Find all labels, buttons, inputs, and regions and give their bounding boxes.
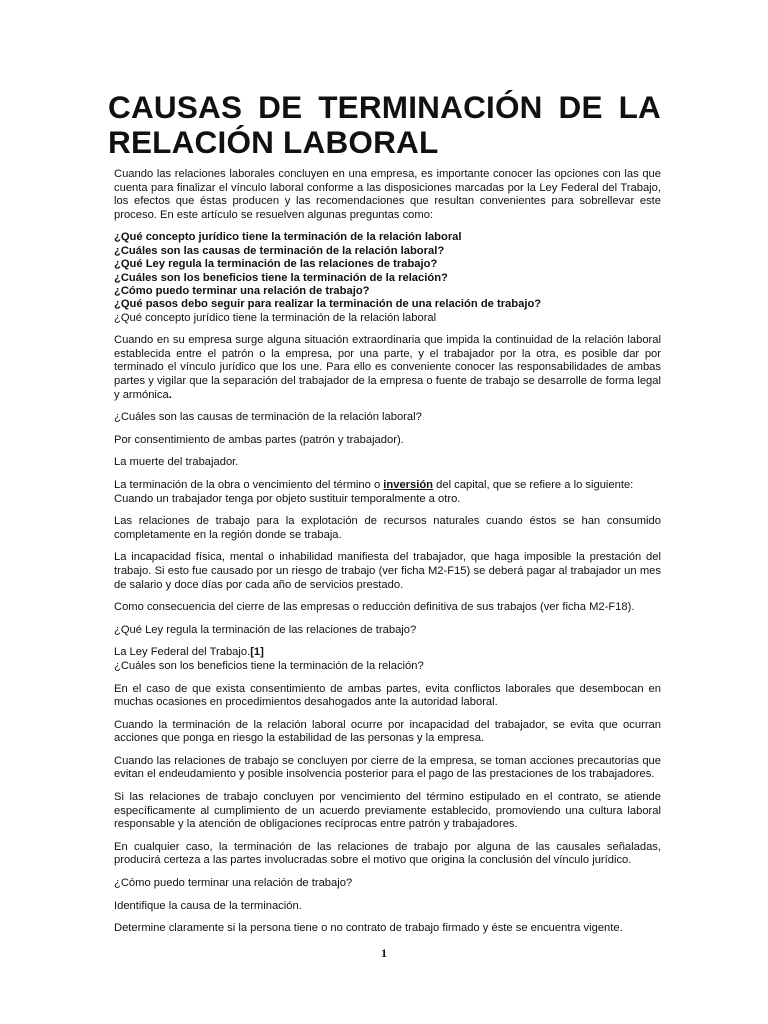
cause-closure: Como consecuencia del cierre de las empresas o reducción definitiva de sus trabajos (ver ficha M2-F18).: [114, 601, 635, 614]
law-answer: [114, 646, 661, 660]
cause-term-text: La terminación de la obra o vencimiento del término o: [114, 478, 384, 491]
page-number: 1: [381, 946, 387, 960]
inversion-link[interactable]: inversión: [383, 478, 434, 491]
section-heading-causes: ¿Cuáles son las causas de terminación de la relación laboral?: [114, 411, 422, 424]
intro-paragraph: Cuando las relaciones laborales concluyen en una empresa, es importante conocer las opciones con las que cuenta para finalizar el vínculo laboral conforme a las disposiciones marcadas por la Ley Federal del Trabajo, los efectos que éstas producen y las recomendaciones que resultan convenientes para sobrellevar este proceso. En este artículo se resuelven algunas preguntas como:: [114, 168, 661, 221]
cause-consent: Por consentimiento de ambas partes (patrón y trabajador).: [114, 433, 404, 446]
benefit-closure: Cuando las relaciones de trabajo se concluyen por cierre de la empresa, se toman acciones precautorias que evitan el endeudamiento y posible insolvencia posterior para el pago de las prestaciones de los trabajadores.: [114, 754, 661, 781]
question-item: ¿Qué Ley regula la terminación de las relaciones de trabajo?: [114, 258, 438, 271]
cause-term-end: [114, 479, 661, 506]
document-title: CAUSAS DE TERMINACIÓN DE LA RELACIÓN LABORAL: [108, 89, 661, 160]
cause-resources: Las relaciones de trabajo para la explotación de recursos naturales cuando éstos se han consumido completamente en la región donde se trabaja.: [114, 515, 661, 541]
question-item: ¿Cuáles son las causas de terminación de la relación laboral?: [114, 244, 445, 257]
concept-text: Cuando en su empresa surge alguna situación extraordinaria que impida la continuidad de la relación laboral establecida entre el patrón o la empresa, por una parte, y el trabajador por la otra, es posible dar por terminado el vínculo jurídico que los une. Para ello es conveniente conocer las responsabilidades de ambas partes y vigilar que la separación del trabajador de la empresa o fuente de trabajo se desarrolle de forma legal y armónica: [114, 334, 661, 401]
footnote-ref[interactable]: [1]: [250, 646, 264, 659]
benefit-consent: En el caso de que exista consentimiento de ambas partes, evita conflictos laborales que desembocan en muchas ocasiones en procedimientos desahogados ante la autoridad laboral.: [114, 682, 661, 709]
concept-period: .: [168, 388, 172, 401]
question-list: [114, 231, 661, 325]
cause-term-text-c: Cuando un trabajador tenga por objeto sustituir temporalmente a otro.: [114, 492, 461, 505]
document-page: [108, 89, 661, 945]
question-item: ¿Qué pasos debo seguir para realizar la terminación de una relación de trabajo?: [114, 298, 542, 311]
question-item: ¿Qué concepto jurídico tiene la terminación de la relación laboral: [114, 231, 462, 244]
benefit-certainty: En cualquier caso, la terminación de las relaciones de trabajo por alguna de las causales señaladas, producirá certeza a las partes involucradas sobre el motivo que origina la conclusión del vínculo jurídico.: [114, 840, 661, 867]
cause-death: La muerte del trabajador.: [114, 456, 239, 469]
section-heading-law: ¿Qué Ley regula la terminación de las relaciones de trabajo?: [114, 623, 417, 636]
benefit-expiry: Si las relaciones de trabajo concluyen por vencimiento del término estipulado en el contrato, se atiende específicamente al cumplimiento de un acuerdo previamente establecido, promoviendo una cultura laboral responsable y la atención de obligaciones recíprocas entre patrón y trabajadores.: [114, 791, 661, 831]
cause-incapacity: La incapacidad física, mental o inhabilidad manifiesta del trabajador, que haga imposible la prestación del trabajo. Si esto fue causado por un riesgo de trabajo (ver ficha M2-F15) se deberá pagar al trabajador un mes de salario y doce días por cada año de servicios prestado.: [114, 551, 661, 591]
cause-term-text-b: del capital, que se refiere a lo siguiente:: [433, 478, 634, 491]
section-heading-how: ¿Cómo puedo terminar una relación de trabajo?: [114, 877, 353, 890]
question-item: ¿Cuáles son los beneficios tiene la terminación de la relación?: [114, 271, 448, 284]
section-heading-benefits: ¿Cuáles son los beneficios tiene la terminación de la relación?: [114, 659, 424, 672]
step-contract: Determine claramente si la persona tiene o no contrato de trabajo firmado y éste se encuentra vigente.: [114, 922, 623, 935]
law-text: La Ley Federal del Trabajo.: [114, 646, 251, 659]
benefit-incapacity: Cuando la terminación de la relación laboral ocurre por incapacidad del trabajador, se evita que ocurran acciones que ponga en riesgo la estabilidad de las personas y la empresa.: [114, 718, 661, 745]
question-item: ¿Cómo puedo terminar una relación de trabajo?: [114, 285, 370, 297]
step-identify: Identifique la causa de la terminación.: [114, 899, 302, 912]
section-heading-concept: ¿Qué concepto jurídico tiene la terminación de la relación laboral: [114, 311, 437, 324]
concept-paragraph: [114, 334, 661, 402]
